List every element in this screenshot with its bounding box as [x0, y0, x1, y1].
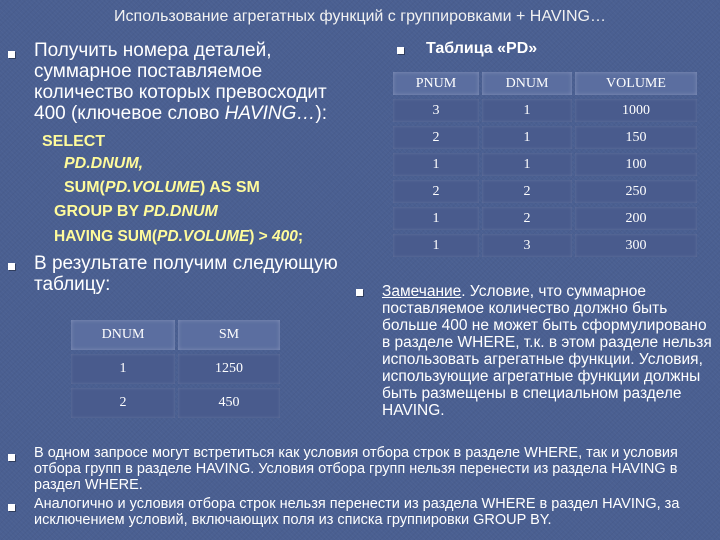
table-cell: 250: [575, 180, 697, 203]
table-cell: 1250: [178, 354, 280, 384]
sql-sum: SUM(PD.VOLUME) AS SM: [64, 179, 260, 196]
table-header-cell: DNUM: [71, 320, 175, 350]
table-cell: 150: [575, 126, 697, 149]
bullet-marker: [356, 289, 363, 296]
task-paragraph: [34, 40, 364, 124]
table-cell: 200: [575, 207, 697, 230]
task-text: ):: [315, 103, 328, 124]
table-header-cell: DNUM: [482, 72, 572, 95]
bullet-marker: [397, 47, 404, 54]
bullet-marker: [8, 263, 15, 270]
note-paragraph: [382, 283, 712, 419]
table-cell: 1: [482, 99, 572, 122]
sql-column: PD.DNUM,: [64, 155, 144, 172]
table-cell: 3: [482, 234, 572, 257]
bullet-marker: [8, 51, 15, 58]
table-header-row: [393, 72, 697, 95]
task-text: 400 (ключевое слово: [34, 103, 225, 124]
task-line: Получить номера деталей,: [34, 40, 272, 61]
table-header-cell: SM: [178, 320, 280, 350]
conditions-paragraph: В одном запросе могут встретиться как условия отбора строк в разделе WHERE, так и условия отбора групп в разделе HAVING. Условия отбора групп нельзя перенести из раздела HAVING в раздел WHERE.: [34, 445, 678, 493]
slide-title: Использование агрегатных функций с группировками + HAVING…: [114, 8, 606, 25]
table-row: [393, 126, 697, 149]
bullet-marker: [8, 504, 15, 511]
table-row: [393, 153, 697, 176]
table-cell: 1: [482, 153, 572, 176]
result-paragraph: [34, 253, 364, 295]
task-line: количество которых превосходит: [34, 82, 327, 103]
table-cell: 2: [71, 388, 175, 418]
keyword-having: HAVING…: [224, 103, 316, 124]
table-cell: 1: [393, 234, 479, 257]
sql-having: HAVING SUM(PD.VOLUME) > 400;: [54, 228, 304, 245]
result-line: таблицу:: [34, 274, 111, 295]
table-cell: 450: [178, 388, 280, 418]
pd-table-title: Таблица «PD»: [426, 40, 538, 57]
pd-table: [390, 68, 700, 261]
table-header-cell: VOLUME: [575, 72, 697, 95]
table-row: [71, 354, 280, 384]
result-table: [68, 316, 283, 422]
table-header-cell: PNUM: [393, 72, 479, 95]
table-cell: 1: [393, 207, 479, 230]
table-cell: 2: [482, 180, 572, 203]
table-row: [393, 234, 697, 257]
table-row: [393, 207, 697, 230]
table-cell: 2: [393, 126, 479, 149]
table-row: [393, 180, 697, 203]
table-row: [393, 99, 697, 122]
table-cell: 2: [482, 207, 572, 230]
table-cell: 1: [393, 153, 479, 176]
table-cell: 2: [393, 180, 479, 203]
table-row: [71, 388, 280, 418]
table-header-row: [71, 320, 280, 350]
sql-select: SELECT: [42, 133, 106, 150]
note-text: . Условие, что суммарное поставляемое количество должно быть больше 400 не может быть сформулировано в разделе WHERE, т.к. в этом разделе нельзя использовать агрегатные функции. Условия, использующие агрегатные функции должны быть размещены в специальном разделе HAVING.: [382, 283, 712, 419]
sql-group-by: GROUP BY PD.DNUM: [54, 203, 218, 220]
note-label: Замечание: [382, 283, 462, 300]
task-line: суммарное поставляемое: [34, 61, 263, 82]
table-cell: 1000: [575, 99, 697, 122]
table-cell: 300: [575, 234, 697, 257]
task-line: [34, 103, 364, 124]
exception-paragraph: Аналогично и условия отбора строк нельзя перенести из раздела WHERE в раздел HAVING, за исключением условий, включающих поля из списка группировки GROUP BY.: [34, 496, 680, 528]
table-cell: 1: [482, 126, 572, 149]
table-cell: 1: [71, 354, 175, 384]
bullet-marker: [8, 454, 15, 461]
table-cell: 100: [575, 153, 697, 176]
table-cell: 3: [393, 99, 479, 122]
result-line: В результате получим следующую: [34, 253, 338, 274]
